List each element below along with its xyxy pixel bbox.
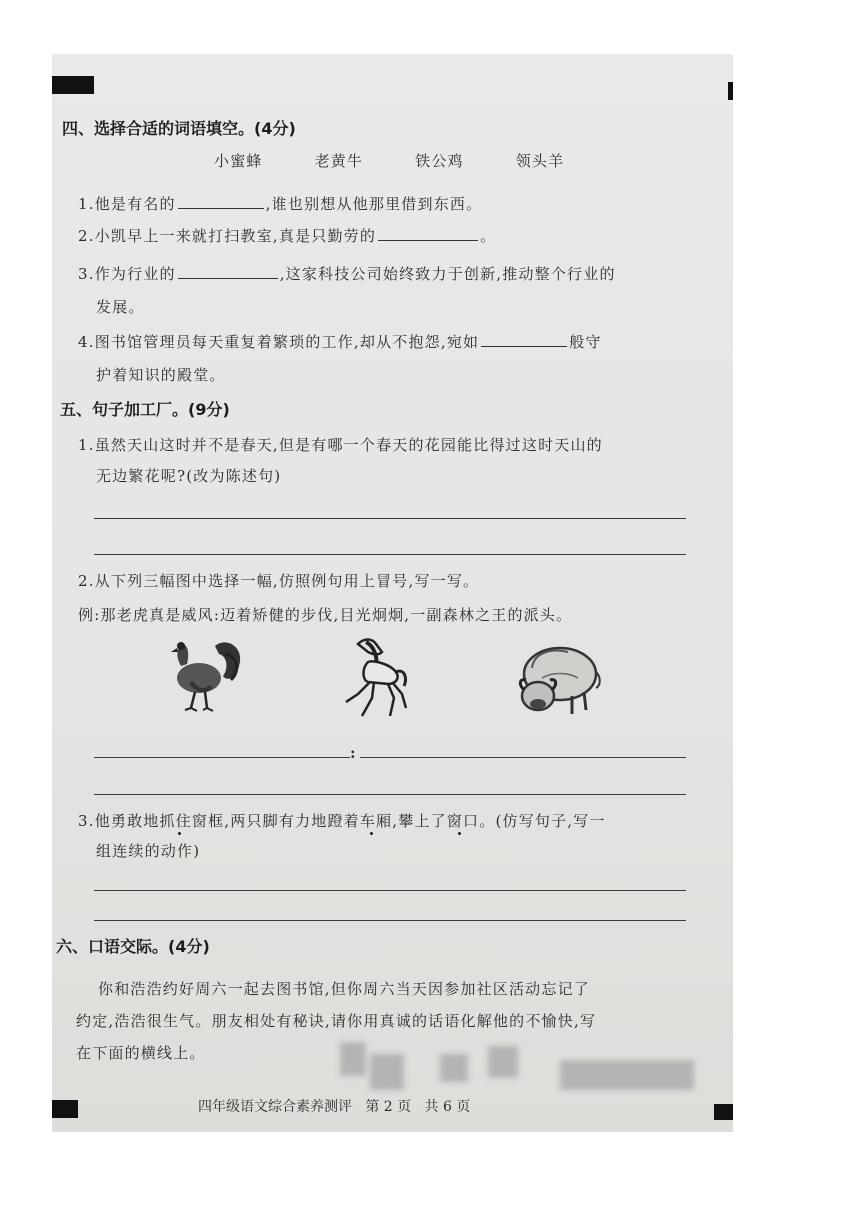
answer-line[interactable] xyxy=(94,518,686,519)
question-4-4: 4.图书馆管理员每天重复着繁琐的工作,却从不抱怨,宛如 般守 xyxy=(78,330,602,352)
question-5-2-line1: 2.从下列三幅图中选择一幅,仿照例句用上冒号,写一写。 xyxy=(78,572,480,590)
emphasis-dot xyxy=(178,832,181,835)
section-6-paragraph-line1: 你和浩浩约好周六一起去图书馆,但你周六当天因参加社区活动忘记了 xyxy=(98,980,590,998)
word-option: 小蜜蜂 xyxy=(214,152,263,170)
question-5-1-line1: 1.虽然天山这时并不是春天,但是有哪一个春天的花园能比得过这时天山的 xyxy=(78,436,603,454)
registration-mark-top-right xyxy=(728,82,733,100)
ox-image xyxy=(512,638,602,722)
answer-line[interactable] xyxy=(94,890,686,891)
answer-blank[interactable] xyxy=(178,192,264,209)
question-4-3: 3.作为行业的 ,这家科技公司始终致力于创新,推动整个行业的 xyxy=(78,262,616,284)
answer-line[interactable] xyxy=(94,554,686,555)
section-6-paragraph-line3: 在下面的横线上。 xyxy=(76,1044,206,1062)
registration-mark-bottom-right xyxy=(714,1104,733,1120)
redacted-area xyxy=(340,1042,366,1076)
redacted-area xyxy=(370,1054,404,1090)
answer-line-left[interactable] xyxy=(94,757,350,758)
exam-page xyxy=(52,54,733,1132)
question-4-3-line2: 发展。 xyxy=(96,298,145,316)
emphasis-dot xyxy=(458,832,461,835)
answer-blank[interactable] xyxy=(178,262,278,279)
question-4-4-line2: 护着知识的殿堂。 xyxy=(96,366,226,384)
page-footer: 四年级语文综合素养测评 第 2 页 共 6 页 xyxy=(198,1099,471,1115)
redacted-area xyxy=(560,1060,694,1090)
horse-image xyxy=(338,636,410,722)
word-option: 老黄牛 xyxy=(314,152,364,170)
question-5-1-line2: 无边繁花呢?(改为陈述句) xyxy=(96,467,282,485)
section-4-title: 四、选择合适的词语填空。(4分) xyxy=(62,119,296,138)
answer-blank[interactable] xyxy=(481,330,567,347)
word-option: 铁公鸡 xyxy=(415,152,464,170)
word-options xyxy=(214,150,564,171)
colon-mark: : xyxy=(350,744,357,762)
question-4-2: 2.小凯早上一来就打扫教室,真是只勤劳的 。 xyxy=(78,224,496,246)
word-option: 领头羊 xyxy=(515,152,565,170)
section-5-title: 五、句子加工厂。(9分) xyxy=(60,400,230,419)
redacted-area xyxy=(440,1054,468,1082)
emphasis-dot xyxy=(370,832,373,835)
section-6-paragraph-line2: 约定,浩浩很生气。朋友相处有秘诀,请你用真诚的话语化解他的不愉快,写 xyxy=(76,1012,597,1030)
answer-blank[interactable] xyxy=(378,224,478,241)
answer-line[interactable] xyxy=(94,794,686,795)
registration-mark-bottom-left xyxy=(52,1100,78,1118)
question-5-3-line2: 组连续的动作) xyxy=(96,842,201,860)
question-5-2-example: 例:那老虎真是威风:迈着矫健的步伐,目光炯炯,一副森林之王的派头。 xyxy=(78,606,573,624)
redacted-area xyxy=(488,1046,518,1078)
question-4-1: 1.他是有名的 ,谁也别想从他那里借到东西。 xyxy=(78,192,482,214)
answer-line[interactable] xyxy=(94,920,686,921)
registration-mark-top-left xyxy=(52,76,94,94)
section-6-title: 六、口语交际。(4分) xyxy=(56,937,210,956)
answer-line-right[interactable] xyxy=(360,757,686,758)
rooster-image xyxy=(167,636,249,716)
question-5-3-line1: 3.他勇敢地抓住窗框,两只脚有力地蹬着车厢,攀上了窗口。(仿写句子,写一 xyxy=(78,812,606,830)
